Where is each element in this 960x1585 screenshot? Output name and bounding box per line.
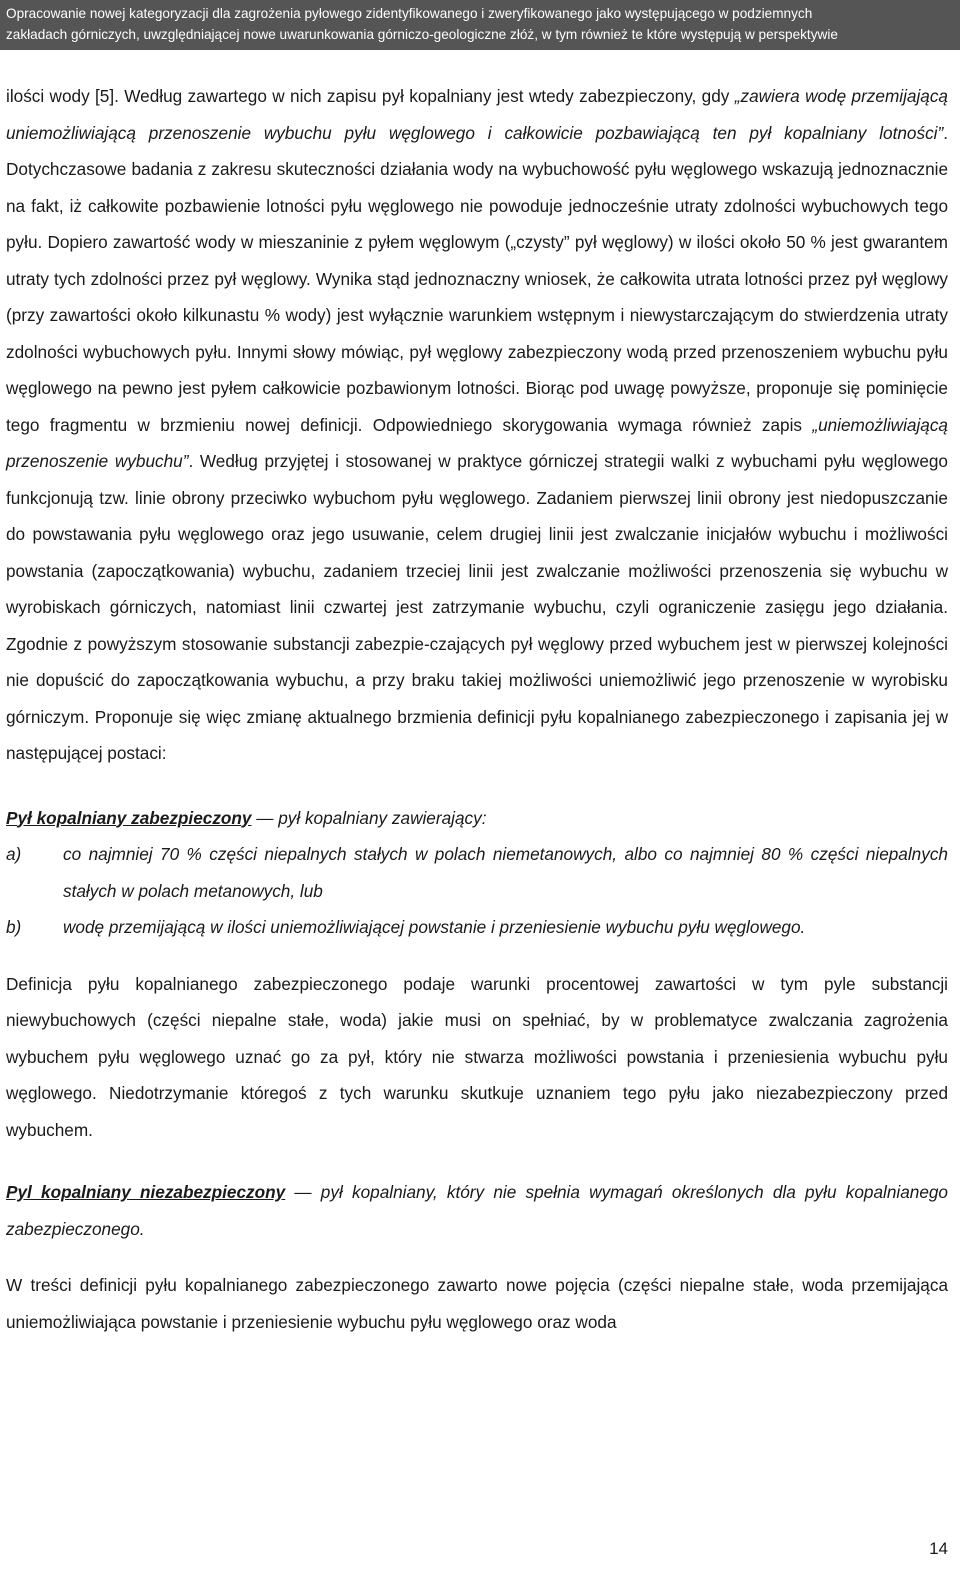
paragraph-3: W treści definicji pyłu kopalnianego zabezpieczonego zawarto nowe pojęcia (części niepalne stałe, woda przemijająca uniemożliwiająca powstanie i przeniesienie wybuchu pyłu węglowego oraz woda (6, 1275, 948, 1332)
definition-unprotected-rest: — pył kopalniany, który nie spełnia wymagań określonych dla pyłu kopalnianego zabezpieczonego. (6, 1182, 948, 1239)
paragraph-1-part-a: ilości wody [5]. Według zawartego w nich zapisu pył kopalniany jest wtedy zabezpieczony, gdy (6, 86, 735, 106)
list-item-text: co najmniej 70 % części niepalnych stałych w polach niemetanowych, albo co najmniej 80 % części niepalnych stałych w polach metanowych, lub (63, 844, 948, 901)
definition-unprotected (6, 1174, 948, 1247)
page-number: 14 (929, 1539, 948, 1558)
definition-protected-term: Pył kopalniany zabezpieczony (6, 807, 252, 828)
definition-unprotected-term: Pyl kopalniany niezabezpieczony (6, 1182, 286, 1202)
list-item-text: wodę przemijającą w ilości uniemożliwiającej powstanie i przeniesienie wybuchu pyłu węglowego. (63, 917, 806, 937)
list-item-letter: b) (6, 917, 22, 937)
document-body (6, 78, 948, 1340)
paragraph-1-part-e: . Według przyjętej i stosowanej w praktyce górniczej strategii walki z wybuchami pyłu węglowego funkcjonują tzw. linie obrony przeciwko wybuchom pyłu węglowego. Zadaniem pierwszej linii obrony jest niedopuszczanie do powstawania pyłu węglowego oraz jego usuwanie, celem drugiej linii jest zwalczanie inicjałów wybuchu i możliwości powstania (zapoczątkowania) wybuchu, zadaniem trzeciej linii jest zwalczanie możliwości przenoszenia się wybuchu w wyrobiskach górniczych, natomiast linii czwartej jest zatrzymanie wybuchu, czyli ograniczenie zasięgu jego działania. Zgodnie z powyższym stosowanie substancji zabezpie-czających pył węglowy przed wybuchem jest w pierwszej kolejności nie dopuścić do zapoczątkowania wybuchu, a przy braku takiej możliwości uniemożliwić jego przenoszenie w wyrobisku górniczym. Proponuje się więc zmianę aktualnego brzmienia definicji pyłu kopalnianego zabezpieczonego i zapisania jej w następującej postaci: (6, 451, 948, 763)
running-header (0, 0, 960, 50)
list-item (6, 909, 948, 946)
paragraph-1-part-c: . Dotychczasowe badania z zakresu skuteczności działania wody na wybuchowość pyłu węglowego wskazują jednoznacznie na fakt, iż całkowite pozbawienie lotności pyłu węglowego nie powoduje jednocześnie utraty zdolności wybuchowych tego pyłu. Dopiero zawartość wody w mieszaninie z pyłem węglowym („czysty” pył węglowy) w ilości około 50 % jest gwarantem utraty tych zdolności przez pył węglowy. Wynika stąd jednoznaczny wniosek, że całkowita utrata lotności przez pył węglowy (przy zawartości około kilkunastu % wody) jest wyłącznie warunkiem wstępnym i niewystarczającym do stwierdzenia utraty zdolności wybuchowych pyłu. Innymi słowy mówiąc, pył węglowy zabezpieczony wodą przed przenoszeniem wybuchu pyłu węglowego na pewno jest pyłem całkowicie pozbawionym lotności. Biorąc pod uwagę powyższe, proponuje się pominięcie tego fragmentu w brzmieniu nowej definicji. Odpowiedniego skorygowania wymaga również zapis (6, 122, 948, 435)
definition-protected-rest: — pył kopalniany zawierający: (251, 807, 487, 828)
paragraph-2: Definicja pyłu kopalnianego zabezpieczonego podaje warunki procentowej zawartości w tym pyle substancji niewybuchowych (części niepalne stałe, woda) jakie musi on spełniać, by w problematyce zwalczania zagrożenia wybuchem pyłu węglowego uznać go za pył, który nie stwarza możliwości powstania i przeniesienia wybuchu pyłu węglowego. Niedotrzymanie któregoś z tych warunku skutkuje uznaniem tego pyłu jako niezabezpieczony przed wybuchem. (6, 973, 948, 1140)
quote-definition: „zawiera wodę przemijającą uniemożliwiającą przenoszenie wybuchu pyłu węglowego i całkowicie pozbawiającą ten pył kopalniany lotności” (6, 86, 948, 143)
definition-protected (6, 800, 948, 837)
quote-phrase: „uniemożliwiającą przenoszenie wybuchu” (6, 414, 948, 471)
header-line-1: Opracowanie nowej kategoryzacji dla zagrożenia pyłowego zidentyfikowanego i zweryfikowanego jako występującego w podziemnych (6, 6, 813, 21)
list-item (6, 836, 948, 909)
list-item-letter: a) (6, 844, 22, 864)
paragraph-1 (6, 78, 948, 772)
header-line-2: zakładach górniczych, uwzględniającej nowe uwarunkowania górniczo-geologiczne złóż, w tym również te które występują w perspektywie (6, 27, 838, 42)
